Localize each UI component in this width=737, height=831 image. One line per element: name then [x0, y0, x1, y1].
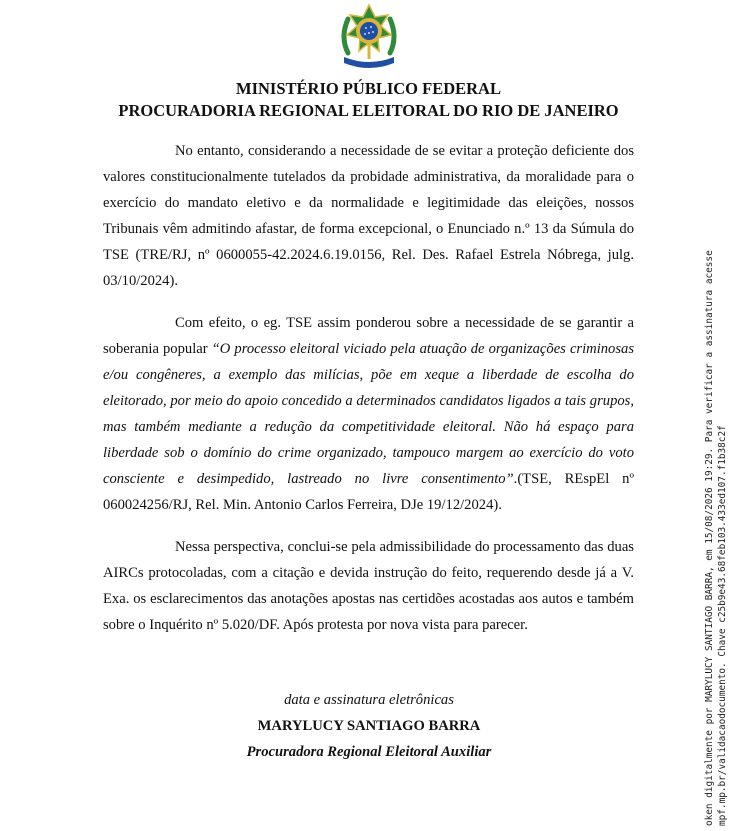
paragraph-2 — [103, 310, 634, 518]
signature-date-note: data e assinatura eletrônicas — [284, 692, 454, 708]
signatory-name: MARYLUCY SANTIAGO BARRA — [257, 718, 481, 734]
signatory-role: Procuradora Regional Eleitoral Auxiliar — [246, 744, 492, 760]
document-body — [103, 138, 634, 654]
paragraph-2-citation: .(TSE, REspEl nº 060024256/RJ, Rel. Min. Antonio Carlos Ferreira, DJe 19/12/2024). — [103, 471, 634, 513]
paragraph-2-quote: “O processo eleitoral viciado pela atuação de organizações criminosas e/ou congêneres, a exemplo das milícias, põe em xeque a liberdade de escolha do eleitorado, por meio do apoio concedido a determinados candidatos ligados a tais grupos, mas também mediante a redução da competitividade eleitoral. Não há espaço para liberdade sob o domínio do crime organizado, tampouco margem ao exercício do voto consciente e desimpedido, lastreado no livre consentimento” — [103, 341, 635, 487]
signature-block — [166, 687, 572, 765]
paragraph-1: No entanto, considerando a necessidade de se evitar a proteção deficiente dos valores constitucionalmente tutelados da probidade administrativa, da moralidade para o exercício do mandato eletivo e da normalidade e legitimidade das eleições, nossos Tribunais vêm admitindo afastar, de forma excepcional, o Enunciado n.º 13 da Súmula do TSE (TRE/RJ, nº 0600055-42.2024.6.19.0156, Rel. Des. Rafael Estrela Nóbrega, julg. 03/10/2024). — [103, 143, 634, 289]
digital-signature-line-2: mpf.mp.br/validacaodocumento. Chave c25b9e43.68feb103.433ed107.f1b38c2f — [717, 425, 728, 826]
header-office: PROCURADORIA REGIONAL ELEITORAL DO RIO DE JANEIRO — [118, 101, 619, 120]
coat-of-arms-icon — [334, 3, 404, 69]
document-header — [0, 78, 737, 122]
paragraph-2-lead: Com efeito, o eg. TSE assim ponderou sobre a necessidade de se garantir a soberania popular — [103, 315, 634, 357]
digital-signature-line-1: oken digitalmente por MARYLUCY SANTIAGO BARRA, em 15/08/2026 19:29. Para verificar a assinatura acesse — [704, 250, 715, 826]
header-ministry: MINISTÉRIO PÚBLICO FEDERAL — [236, 79, 501, 98]
paragraph-3: Nessa perspectiva, conclui-se pela admissibilidade do processamento das duas AIRCs protocoladas, com a citação e devida instrução do feito, requerendo desde já a V. Exa. os esclarecimentos das anotações apostas nas certidões acostadas aos autos e também sobre o Inquérito nº 5.020/DF. Após protesta por nova vista para parecer. — [103, 539, 634, 633]
digital-signature-note — [703, 216, 737, 826]
